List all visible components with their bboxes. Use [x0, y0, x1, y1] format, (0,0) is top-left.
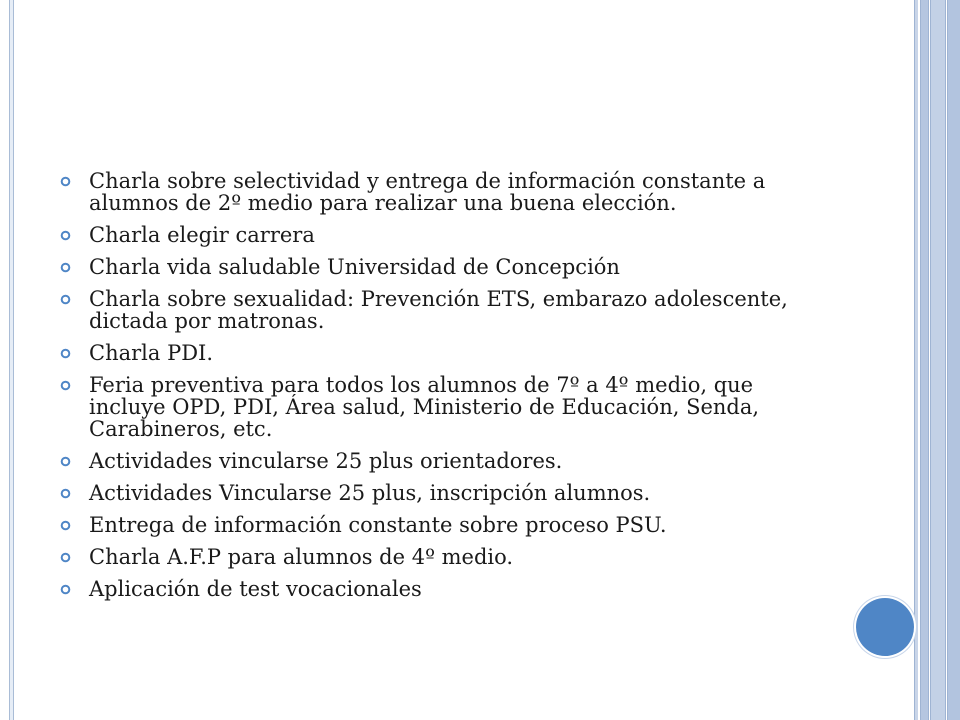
decorative-circle: [856, 598, 914, 656]
bullet-text: Aplicación de test vocacionales: [89, 577, 422, 601]
bullet-item: [60, 256, 820, 278]
ring-bullet-icon: [60, 294, 71, 305]
bullet-item: [60, 342, 820, 364]
bullet-text: Charla sobre selectividad y entrega de información constante a alumnos de 2º medio para realizar una buena elección.: [89, 169, 766, 215]
bullet-text: Charla vida saludable Universidad de Concepción: [89, 255, 620, 279]
bullet-text: Actividades vincularse 25 plus orientadores.: [89, 449, 563, 473]
bullet-item: [60, 578, 820, 600]
bullet-item: [60, 450, 820, 472]
right-decorative-stripes: [914, 0, 960, 720]
ring-bullet-icon: [60, 380, 71, 391]
ring-bullet-icon: [60, 456, 71, 467]
bullet-text: Entrega de información constante sobre proceso PSU.: [89, 513, 667, 537]
ring-bullet-icon: [60, 348, 71, 359]
ring-bullet-icon: [60, 552, 71, 563]
bullet-text: Charla sobre sexualidad: Prevención ETS, embarazo adolescente, dictada por matronas.: [89, 287, 788, 333]
slide-content: [60, 170, 820, 610]
bullet-text: Charla PDI.: [89, 341, 214, 365]
ring-bullet-icon: [60, 176, 71, 187]
bullet-item: [60, 288, 820, 332]
bullet-item: [60, 374, 820, 440]
stripe-4: [947, 0, 960, 720]
stripe-2: [920, 0, 929, 720]
bullet-text: Charla A.F.P para alumnos de 4º medio.: [89, 545, 514, 569]
bullet-list: [60, 170, 820, 600]
bullet-text: Actividades Vincularse 25 plus, inscripción alumnos.: [89, 481, 651, 505]
stripe-3: [930, 0, 946, 720]
bullet-text: Feria preventiva para todos los alumnos de 7º a 4º medio, que incluye OPD, PDI, Área salud, Ministerio de Educación, Senda, Carabineros, etc.: [89, 373, 760, 441]
bullet-item: [60, 482, 820, 504]
left-frame-line: [9, 0, 14, 720]
bullet-item: [60, 224, 820, 246]
ring-bullet-icon: [60, 230, 71, 241]
bullet-item: [60, 514, 820, 536]
ring-bullet-icon: [60, 584, 71, 595]
ring-bullet-icon: [60, 488, 71, 499]
stripe-1: [914, 0, 918, 720]
bullet-text: Charla elegir carrera: [89, 223, 315, 247]
bullet-item: [60, 546, 820, 568]
ring-bullet-icon: [60, 262, 71, 273]
bullet-item: [60, 170, 820, 214]
ring-bullet-icon: [60, 520, 71, 531]
